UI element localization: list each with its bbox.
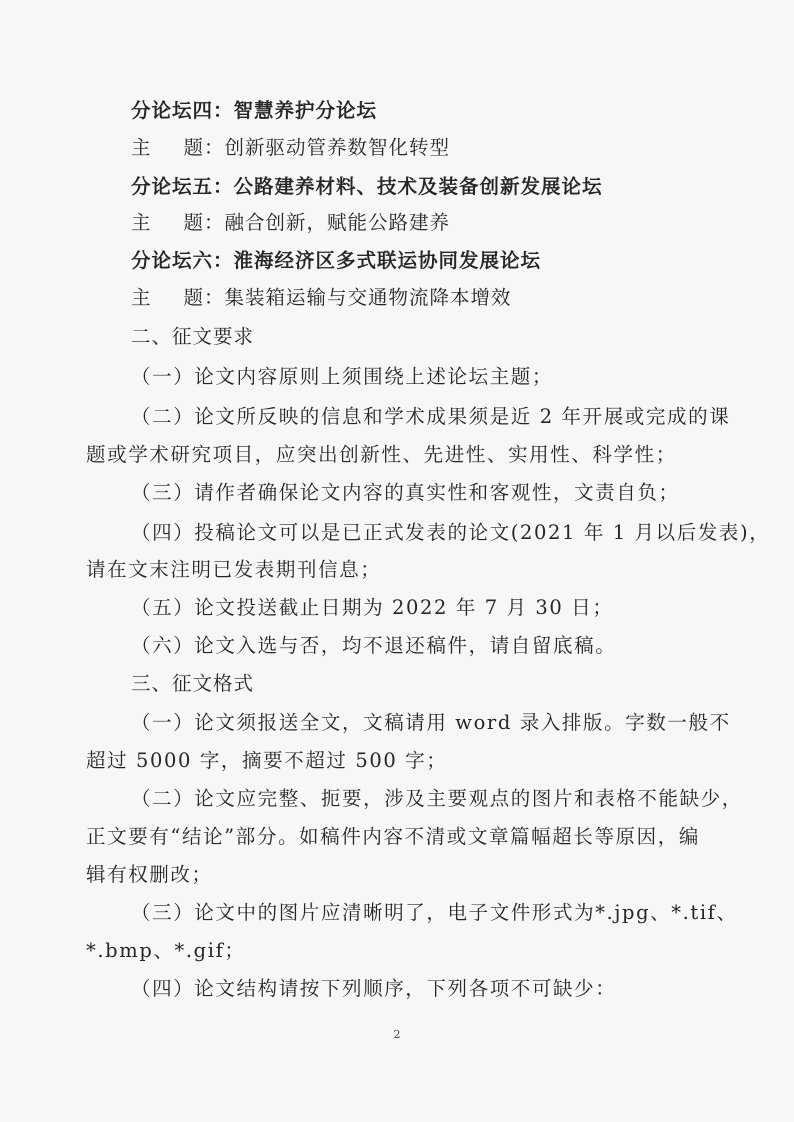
fmt-1-cont: 超过 5000 字，摘要不超过 500 字； (86, 749, 448, 772)
theme-label-a: 主 (131, 211, 152, 234)
forum-6-title: 分论坛六：淮海经济区多式联运协同发展论坛 (131, 249, 542, 272)
forum-4-theme (131, 134, 794, 162)
section-2-heading: 二、征文要求 (131, 325, 255, 348)
forum-6-theme (131, 284, 794, 312)
theme-label-a: 主 (131, 136, 152, 159)
section-3-heading: 三、征文格式 (131, 672, 255, 695)
req-1: （一）论文内容原则上须围绕上述论坛主题； (131, 365, 554, 388)
fmt-1: （一）论文须报送全文，文稿请用 word 录入排版。字数一般不 (131, 711, 731, 734)
req-2-cont: 题或学术研究项目，应突出创新性、先进性、实用性、科学性； (86, 443, 677, 466)
forum-5-theme (131, 209, 794, 237)
req-3: （三）请作者确保论文内容的真实性和客观性，文责自负； (131, 481, 680, 504)
forum-4-title: 分论坛四：智慧养护分论坛 (131, 99, 378, 122)
fmt-2: （二）论文应完整、扼要，涉及主要观点的图片和表格不能缺少， (131, 787, 743, 810)
fmt-4: （四）论文结构请按下列顺序，下列各项不可缺少： (131, 977, 617, 1000)
fmt-3: （三）论文中的图片应清晰明了，电子文件形式为*.jpg、*.tif、 (131, 901, 738, 924)
theme-label-b: 题： (183, 136, 225, 159)
req-2: （二）论文所反映的信息和学术成果须是近 2 年开展或完成的课 (131, 405, 731, 428)
req-4: （四）投稿论文可以是已正式发表的论文(2021 年 1 月以后发表)， (131, 521, 771, 544)
req-6: （六）论文入选与否，均不退还稿件，请自留底稿。 (131, 634, 617, 657)
fmt-3-cont: *.bmp、*.gif； (86, 939, 246, 962)
forum-5-theme-text: 融合创新，赋能公路建养 (224, 211, 451, 234)
page-number: 2 (393, 1028, 401, 1041)
forum-6-theme-text: 集装箱运输与交通物流降本增效 (224, 286, 512, 309)
fmt-2-cont-2: 辑有权删改； (86, 863, 213, 886)
forum-5-title: 分论坛五：公路建养材料、技术及装备创新发展论坛 (131, 175, 603, 198)
fmt-2-cont-1: 正文要有“结论”部分。如稿件内容不清或文章篇幅超长等原因，编 (86, 825, 700, 848)
theme-label-b: 题： (183, 211, 225, 234)
req-4-cont: 请在文末注明已发表期刊信息； (86, 558, 382, 581)
forum-4-theme-text: 创新驱动管养数智化转型 (224, 136, 451, 159)
req-5: （五）论文投送截止日期为 2022 年 7 月 30 日； (131, 596, 614, 619)
theme-label-b: 题： (183, 286, 225, 309)
theme-label-a: 主 (131, 286, 152, 309)
